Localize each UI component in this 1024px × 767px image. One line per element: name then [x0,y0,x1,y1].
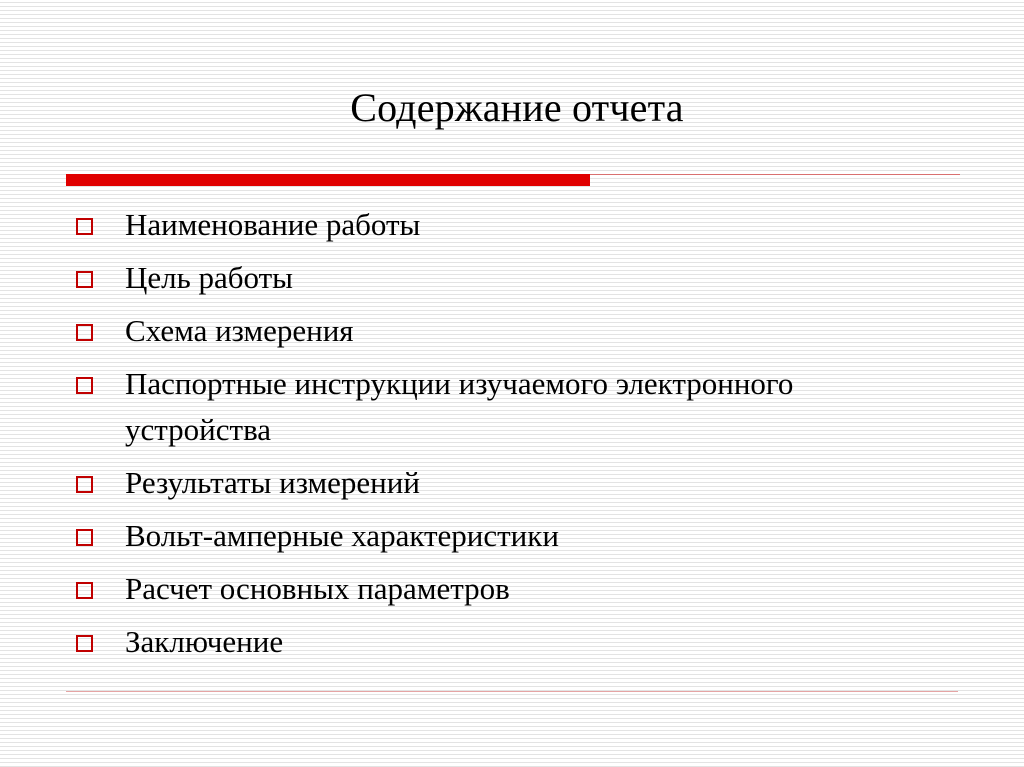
list-item-text: Расчет основных параметров [125,571,510,606]
hollow-square-icon [76,476,93,493]
footer-rule [66,691,958,692]
hollow-square-icon [76,324,93,341]
list-item-text: Цель работы [125,260,294,295]
list-item-text: Наименование работы [125,207,421,242]
list-item-text: Паспортные инструкции изучаемого электронного устройства [125,366,794,447]
hollow-square-icon [76,377,93,394]
list-item-text: Заключение [125,624,284,659]
slide-title: Содержание отчета [350,85,684,130]
list-item-text: Вольт-амперные характеристики [125,518,559,553]
hollow-square-icon [76,529,93,546]
hollow-square-icon [76,271,93,288]
hollow-square-icon [76,635,93,652]
list-item-text: Результаты измерений [125,465,420,500]
list-item-text: Схема измерения [125,313,354,348]
hollow-square-icon [76,218,93,235]
hollow-square-icon [76,582,93,599]
